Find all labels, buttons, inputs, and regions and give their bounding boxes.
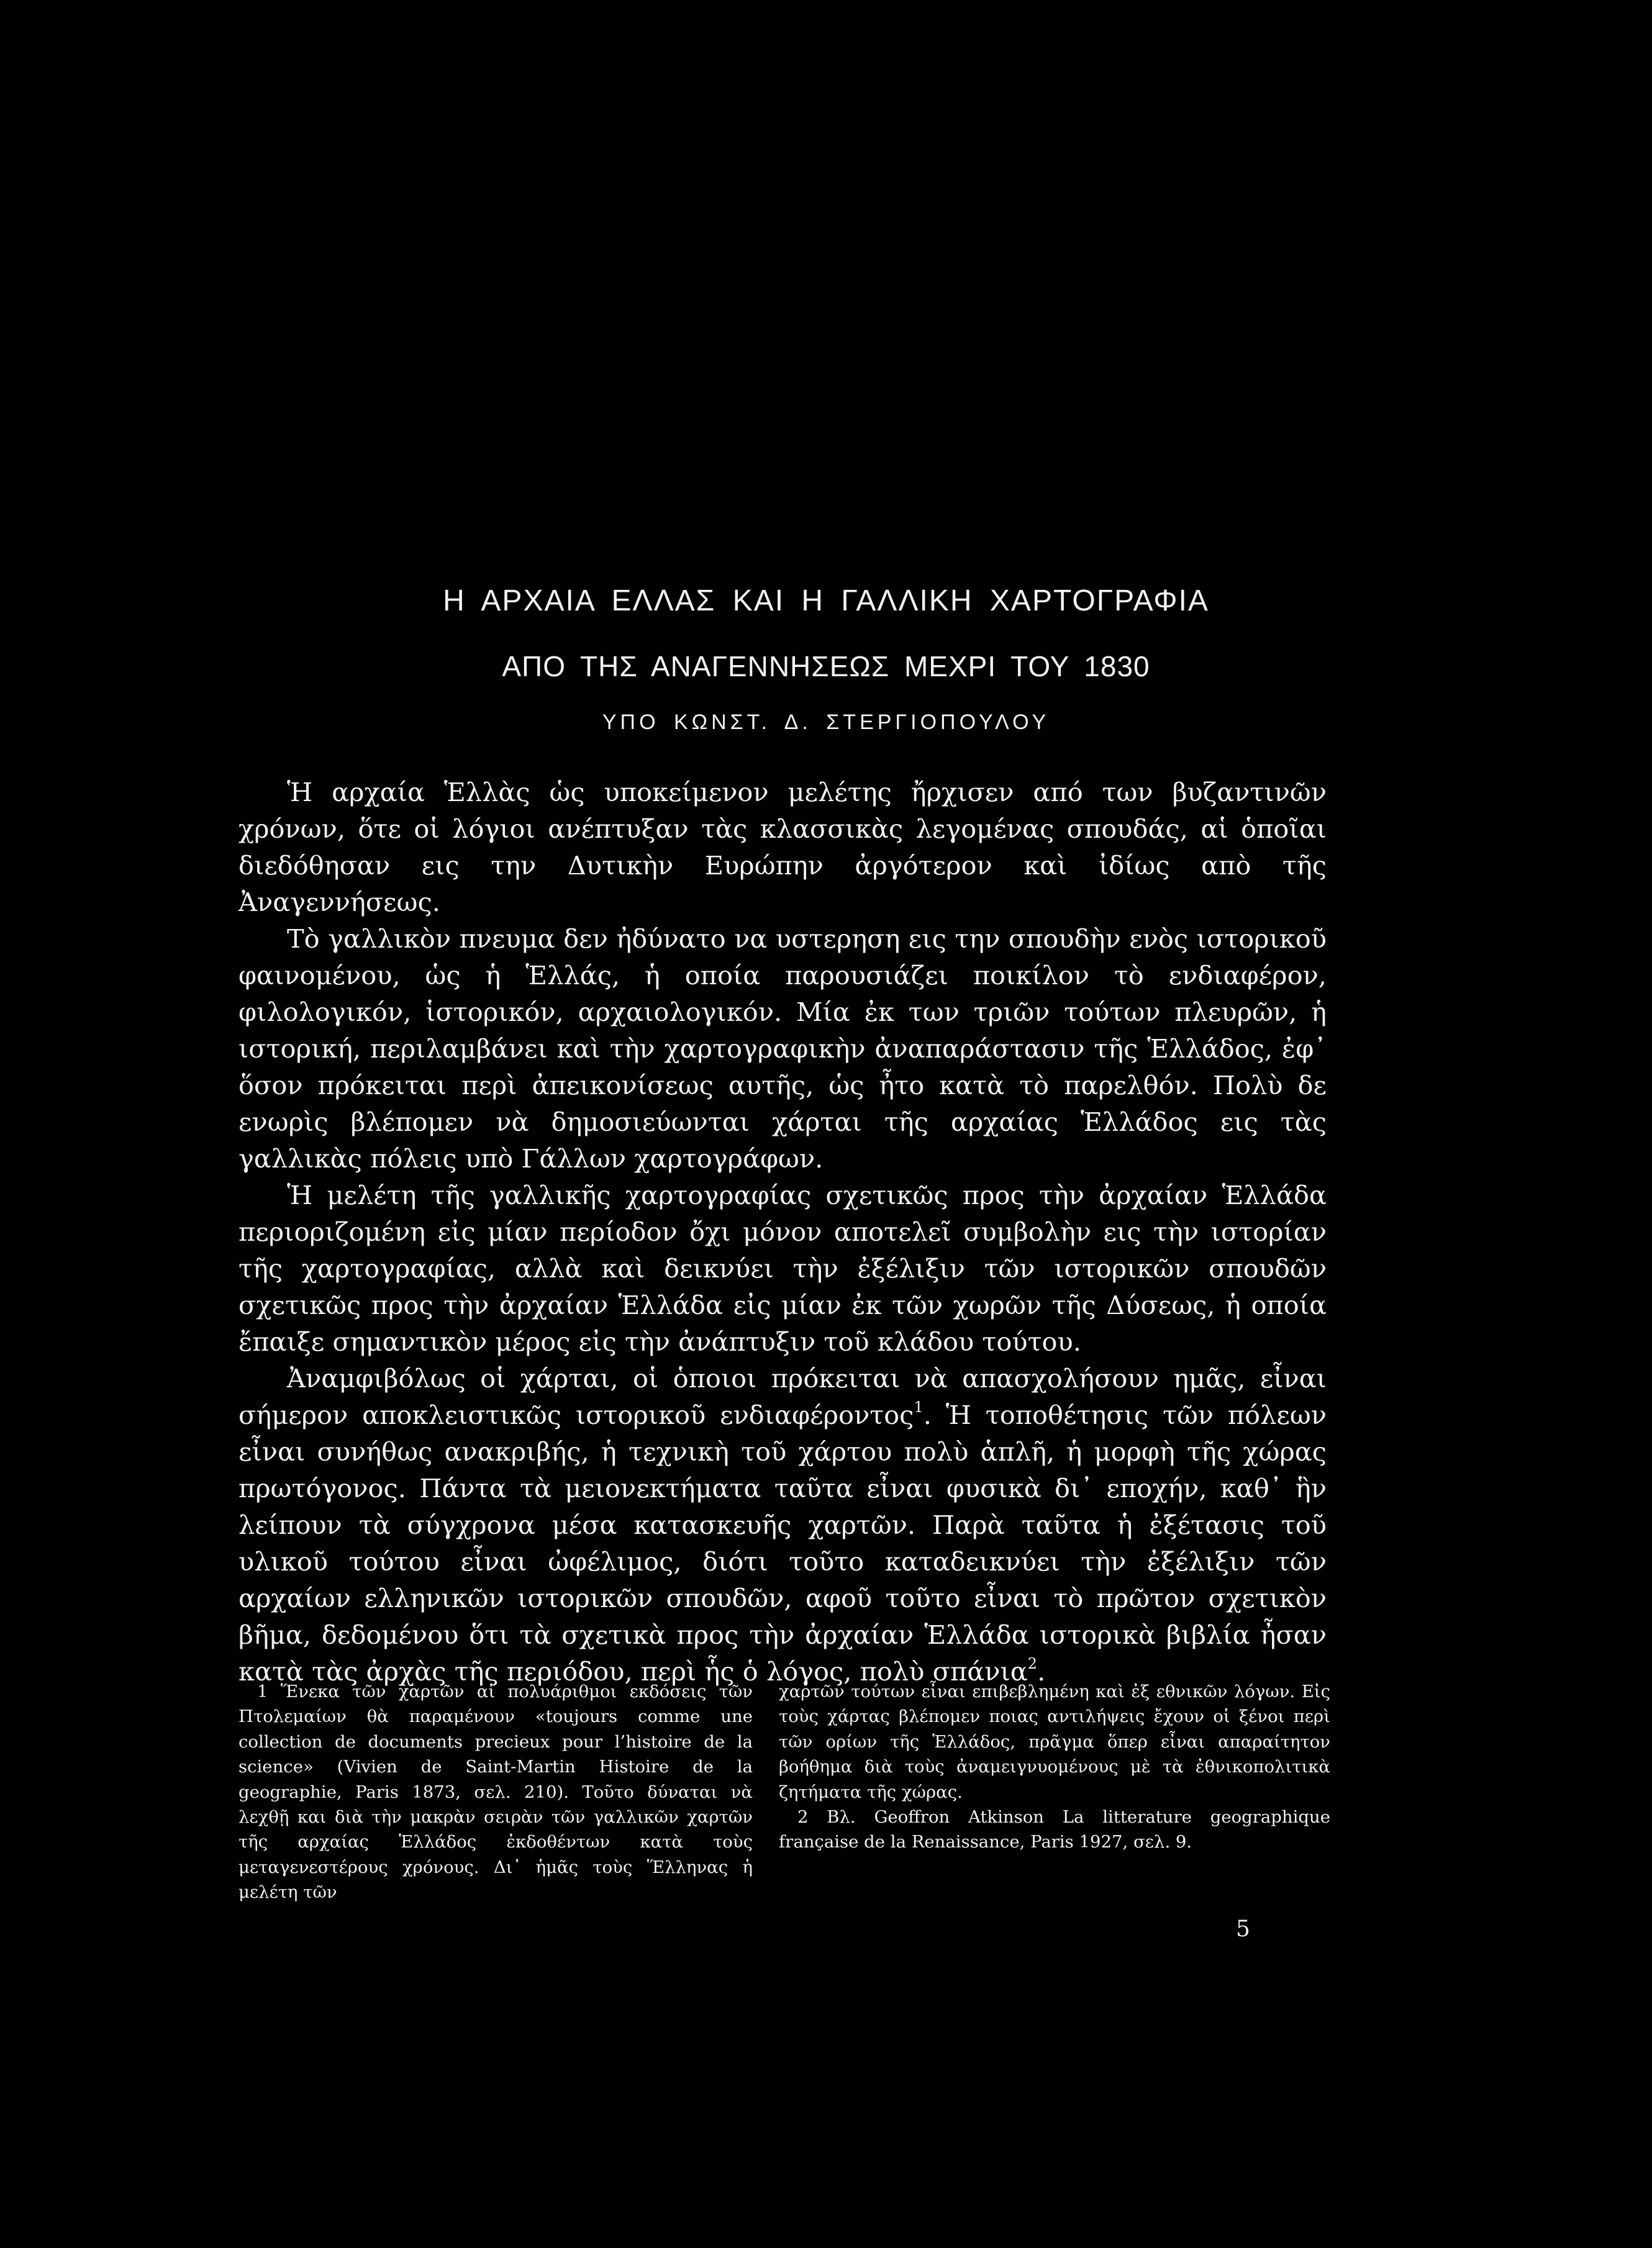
page-number: 5	[1236, 1916, 1250, 1942]
footnote-1-continued: χαρτῶν τούτων εἶναι επιβεβλημένη καὶ ἐξ εθνικῶν λόγων. Εἰς τοὺς χάρτας βλέπομεν ποιας αντιλήψεις ἔχουν οἱ ξένοι περὶ τῶν ορίων τῆς Ἑλλάδος, πρᾶγμα ὅπερ εἶναι απαραίτητον βοήθημα διὰ τοὺς ἀναμειγνυομένους μὲ τὰ ἐθνικοπολιτικὰ ζητήματα τῆς χώρας.	[779, 1682, 1330, 1802]
body-paragraph-4-end: .	[1037, 1656, 1046, 1687]
body-paragraph-3: Ἡ μελέτη τῆς γαλλικῆς χαρτογραφίας σχετικῶς προς τὴν ἀρχαίαν Ἑλλάδα περιοριζομένη εἰς μίαν περίοδον ὄχι μόνον αποτελεῖ συμβολὴν εις τὴν ιστορίαν τῆς χαρτογραφίας, αλλὰ καὶ δεικνύει τὴν ἐξέλιξιν τῶν ιστορικῶν σπουδῶν σχετικῶς προς τὴν ἀρχαίαν Ἑλλάδα εἰς μίαν ἐκ τῶν χωρῶν τῆς Δύσεως, ἡ οποία ἔπαιξε σημαντικὸν μέρος εἰς τὴν ἀνάπτυξιν τοῦ κλάδου τούτου.	[238, 1180, 1327, 1357]
footnotes-right-column	[779, 1679, 1330, 1855]
body-paragraph-4-text-b: . Ἡ τοποθέτησις τῶν πόλεων εἶναι συνήθως ανακριβής, ἡ τεχνικὴ τοῦ χάρτου πολὺ ἁπλῆ, ἡ μορφὴ τῆς χώρας πρωτόγονος. Πάντα τὰ μειονεκτήματα ταῦτα εἶναι φυσικὰ δι᾽ εποχήν, καθ᾽ ἣν λείπουν τὰ σύγχρονα μέσα κατασκευῆς χαρτῶν. Παρὰ ταῦτα ἡ ἐξέτασις τοῦ υλικοῦ τούτου εἶναι ὠφέλιμος, διότι τοῦτο καταδεικνύει τὴν ἐξέλιξιν τῶν αρχαίων ελληνικῶν ιστορικῶν σπουδῶν, αφοῦ τοῦτο εἶναι τὸ πρῶτον σχετικὸν βῆμα, δεδομένου ὅτι τὰ σχετικὰ προς τὴν ἀρχαίαν Ἑλλάδα ιστορικὰ βιβλία ἦσαν κατὰ τὰς ἀρχὰς τῆς περιόδου, περὶ ἧς ὁ λόγος, πολὺ σπάνια	[238, 1400, 1327, 1687]
footnote-ref-1: 1	[914, 1398, 924, 1416]
footnote-ref-2: 2	[1027, 1655, 1038, 1673]
body-paragraph-1: Ἡ αρχαία Ἑλλὰς ὡς υποκείμενον μελέτης ἤρχισεν από των βυζαντινῶν χρόνων, ὅτε οἱ λόγιοι ανέπτυξαν τὰς κλασσικὰς λεγομένας σπουδάς, αἱ ὁποῖαι διεδόθησαν εις την Δυτικὴν Ευρώπην ἀργότερον καὶ ἰδίως απὸ τῆς Ἀναγεννήσεως.	[238, 777, 1327, 917]
footnotes-left-column	[238, 1679, 753, 1905]
body-paragraph-2: Τὸ γαλλικὸν πνευμα δεν ἠδύνατο να υστερηση εις την σπουδὴν ενὸς ιστορικοῦ φαινομένου, ὡς ἡ Ἑλλάς, ἡ οποία παρουσιάζει ποικίλον τὸ ενδιαφέρον, φιλολογικόν, ἱστορικόν, αρχαιολογικόν. Μία ἐκ των τριῶν τούτων πλευρῶν, ἡ ιστορική, περιλαμβάνει καὶ τὴν χαρτογραφικὴν ἀναπαράστασιν τῆς Ἑλλάδος, ἐφ᾽ ὅσον πρόκειται περὶ ἀπεικονίσεως αυτῆς, ὡς ἦτο κατὰ τὸ παρελθόν. Πολὺ δε ενωρὶς βλέπομεν νὰ δημοσιεύωνται χάρται τῆς αρχαίας Ἑλλάδος εις τὰς γαλλικὰς πόλεις υπὸ Γάλλων χαρτογράφων.	[238, 923, 1327, 1174]
article-title-line-2: ΑΠΟ ΤΗΣ ΑΝΑΓΕΝΝΗΣΕΩΣ ΜΕΧΡΙ ΤΟΥ 1830	[502, 650, 1150, 682]
article-title-line-1: Η ΑΡΧΑΙΑ ΕΛΛΑΣ ΚΑΙ Η ΓΑΛΛΙΚΗ ΧΑΡΤΟΓΡΑΦΙΑ	[443, 584, 1209, 617]
author-byline: ΥΠΟ ΚΩΝΣΤ. Δ. ΣΤΕΡΓΙΟΠΟΥΛΟΥ	[602, 710, 1050, 734]
body-paragraph-4-text-a: Ἀναμφιβόλως οἱ χάρται, οἱ ὁποιοι πρόκειται νὰ απασχολήσουν ημᾶς, εἶναι σήμερον αποκλειστικῶς ιστορικοῦ ενδιαφέροντος	[238, 1363, 1327, 1430]
footnote-1-left: 1 Ἕνεκα τῶν χαρτῶν αἱ πολυάριθμοι εκδόσεις τῶν Πτολεμαίων θὰ παραμένουν «toujours comme une collection de documents precieux pour l’histoire de la science» (Vivien de Saint-Martin Histoire de la geographie, Paris 1873, σελ. 210). Τοῦτο δύναται νὰ λεχθῇ και διὰ τὴν μακρὰν σειρὰν τῶν γαλλικῶν χαρτῶν τῆς αρχαίας Ἑλλάδος ἐκδοθέντων κατὰ τοὺς μεταγενεστέρους χρόνους. Δι᾽ ἡμᾶς τοὺς Ἕλληνας ἡ μελέτη τῶν	[238, 1682, 753, 1903]
body-paragraph-4	[238, 1360, 1327, 1690]
article-body	[238, 774, 1327, 1690]
footnote-2: 2 Βλ. Geoffron Atkinson La litterature geographique française de la Renaissance, Paris 1927, σελ. 9.	[779, 1807, 1330, 1852]
